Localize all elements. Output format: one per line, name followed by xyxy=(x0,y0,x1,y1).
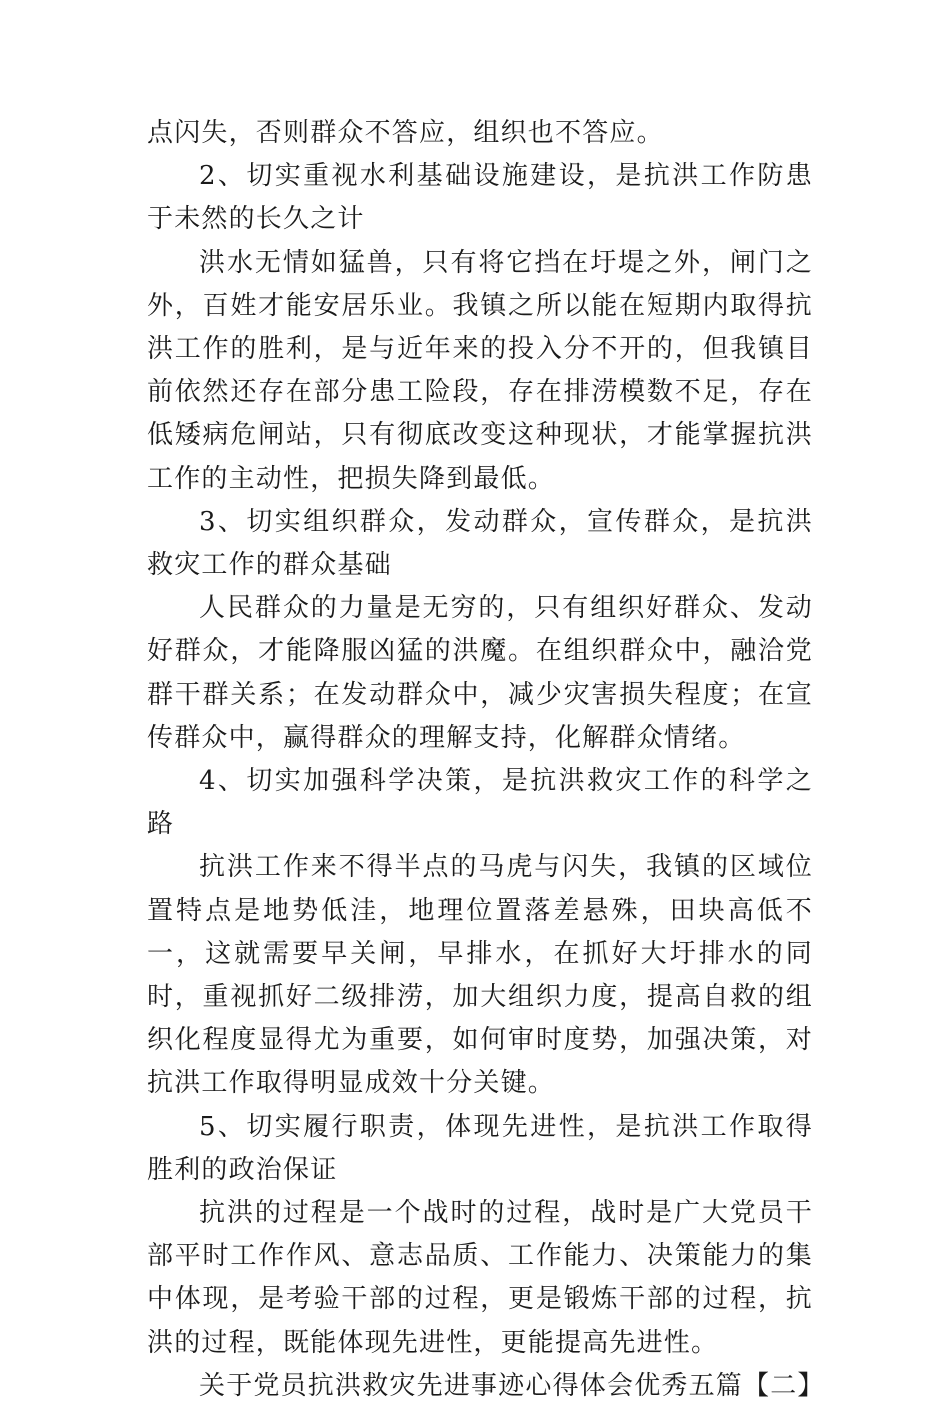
paragraph-body: 洪水无情如猛兽，只有将它挡在圩堤之外，闸门之外，百姓才能安居乐业。我镇之所以能在短期内取得抗洪工作的胜利，是与近年来的投入分不开的，但我镇目前依然还存在部分患工险段，存在排涝模数不足，存在低矮病危闸站，只有彻底改变这种现状，才能掌握抗洪工作的主动性，把损失降到最低。 xyxy=(147,247,813,494)
paragraph-continuation: 点闪失，否则群众不答应，组织也不答应。 xyxy=(147,118,664,148)
document-body xyxy=(147,112,825,1408)
section-heading-5: 5、切实履行职责，体现先进性，是抗洪工作取得胜利的政治保证 xyxy=(147,1111,813,1185)
paragraph-body: 人民群众的力量是无穷的，只有组织好群众、发动好群众，才能降服凶猛的洪魔。在组织群众中，融洽党群干群关系；在发动群众中，减少灾害损失程度；在宣传群众中，赢得群众的理解支持，化解群众情绪。 xyxy=(147,593,813,753)
paragraph-body: 抗洪的过程是一个战时的过程，战时是广大党员干部平时工作作风、意志品质、工作能力、决策能力的集中体现，是考验干部的过程，更是锻炼干部的过程，抗洪的过程，既能体现先进性，更能提高先进性。 xyxy=(147,1198,813,1358)
article-title-next: 关于党员抗洪救灾先进事迹心得体会优秀五篇【二】 xyxy=(199,1370,825,1401)
section-heading-2: 2、切实重视水利基础设施建设，是抗洪工作防患于未然的长久之计 xyxy=(147,161,813,235)
section-heading-4: 4、切实加强科学决策，是抗洪救灾工作的科学之路 xyxy=(147,766,813,840)
paragraph-body: 抗洪工作来不得半点的马虎与闪失，我镇的区域位置特点是地势低洼，地理位置落差悬殊，田块高低不一，这就需要早关闸，早排水，在抓好大圩排水的同时，重视抓好二级排涝，加大组织力度，提高自救的组织化程度显得尤为重要，如何审时度势，加强决策，对抗洪工作取得明显成效十分关键。 xyxy=(147,852,813,1099)
section-heading-3: 3、切实组织群众，发动群众，宣传群众，是抗洪救灾工作的群众基础 xyxy=(147,506,813,581)
